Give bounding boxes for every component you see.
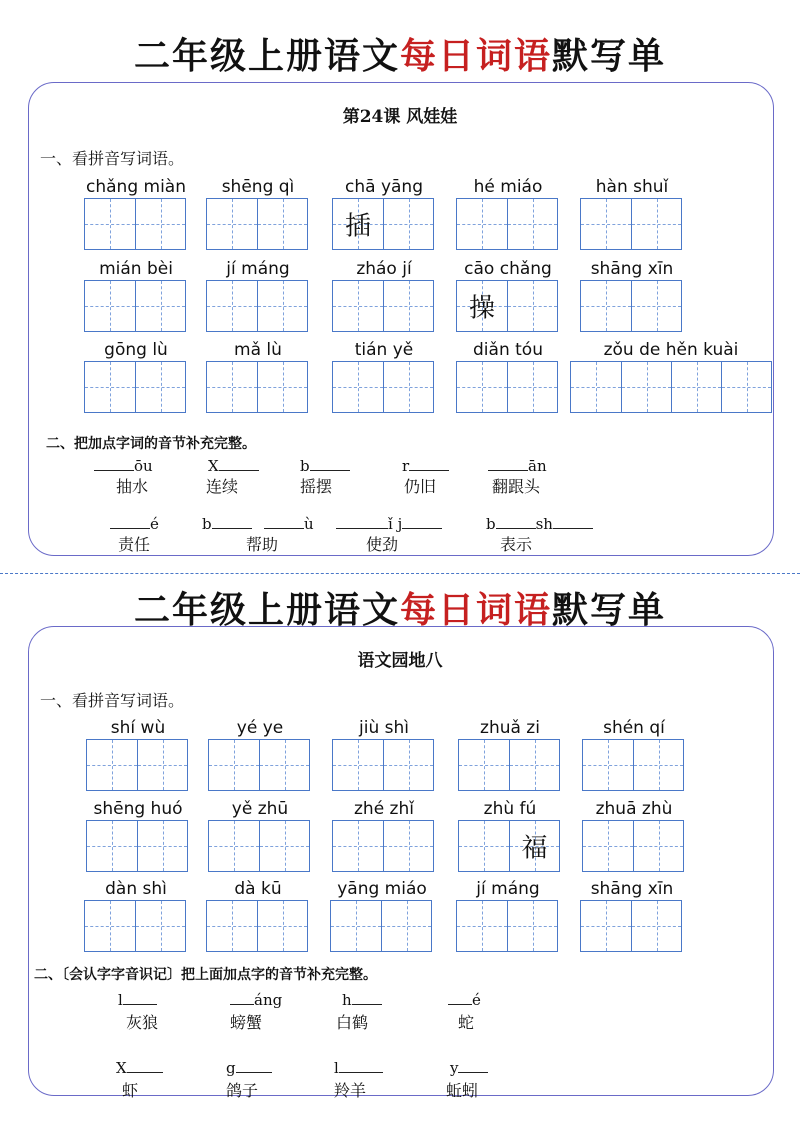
vocab-word: 螃蟹 [230,1013,263,1032]
vocab-word: 虾 [122,1081,139,1100]
writing-grid[interactable] [580,280,682,332]
vocab-word: 灰狼 [126,1013,159,1032]
vocab-word: 使劲 [366,535,399,554]
writing-grid[interactable] [456,361,558,413]
pinyin-prompt: dà kū [234,879,282,899]
pinyin-prompt: tián yě [354,340,414,360]
writing-grid[interactable] [456,280,558,332]
pinyin-prompt: shēng qì [221,177,295,197]
pinyin-prompt: hàn shuǐ [595,177,669,197]
vocab-word: 责任 [118,535,151,554]
writing-grid[interactable] [208,739,310,791]
section-heading: 二、把加点字词的音节补充完整。 [46,436,256,452]
writing-grid[interactable] [206,280,308,332]
pinyin-prompt: hé miáo [473,177,543,197]
writing-grid[interactable] [456,900,558,952]
syllable-blank[interactable]: g [226,1058,272,1077]
pinyin-prompt: jí máng [226,259,290,279]
lesson-title: 语文园地八 [357,651,443,671]
writing-grid[interactable] [86,820,188,872]
writing-grid[interactable] [456,198,558,250]
syllable-blank[interactable]: b [202,514,252,533]
pinyin-prompt: cāo chǎng [464,259,552,279]
vocab-word: 帮助 [246,535,279,554]
syllable-blank[interactable]: é [448,990,481,1009]
lesson-title: 第24课 风娃娃 [342,107,458,127]
pinyin-prompt: yé ye [236,718,284,738]
writing-grid[interactable] [332,820,434,872]
pinyin-prompt: zhuǎ zi [480,718,540,738]
pinyin-prompt: dàn shì [105,879,167,899]
writing-grid[interactable] [206,900,308,952]
section-heading: 一、看拼音写词语。 [40,149,185,168]
pinyin-prompt: mián bèi [99,259,173,279]
prefilled-character: 插 [344,211,371,242]
pinyin-prompt: zhuā zhù [595,799,673,819]
syllable-blank[interactable]: é [110,514,159,533]
syllable-blank[interactable]: ù [264,514,314,533]
syllable-blank[interactable]: r [402,456,449,475]
page-title: 二年级上册语文每日词语默写单 [133,589,667,631]
syllable-blank[interactable]: ǐ j [336,514,442,533]
writing-grid[interactable] [208,820,310,872]
vocab-word: 白鹤 [336,1013,369,1032]
vocab-word: 蛇 [458,1013,475,1032]
syllable-blank[interactable]: h [342,990,382,1009]
vocab-word: 羚羊 [334,1081,367,1100]
writing-grid[interactable] [582,820,684,872]
vocab-word: 翻跟头 [492,477,541,496]
pinyin-prompt: shāng xīn [590,879,674,899]
writing-grid[interactable] [458,739,560,791]
pinyin-prompt: jiù shì [359,718,409,738]
writing-grid[interactable] [84,900,186,952]
vocab-word: 连续 [206,477,239,496]
vocab-word: 抽水 [116,477,149,496]
syllable-blank[interactable]: l [118,990,157,1009]
cut-line [0,573,800,574]
writing-grid[interactable] [330,900,432,952]
writing-grid[interactable] [84,280,186,332]
writing-grid[interactable] [582,739,684,791]
writing-grid[interactable] [570,361,772,413]
vocab-word: 蚯蚓 [446,1081,479,1100]
writing-grid[interactable] [206,198,308,250]
syllable-blank[interactable]: ōu [94,456,153,475]
pinyin-prompt: diǎn tóu [473,340,543,360]
pinyin-prompt: mǎ lù [234,340,282,360]
pinyin-prompt: zhù fú [483,799,537,819]
page-title: 二年级上册语文每日词语默写单 [133,35,667,77]
vocab-word: 仍旧 [404,477,437,496]
writing-grid[interactable] [84,361,186,413]
pinyin-prompt: zháo jí [356,259,412,279]
syllable-blank[interactable]: ān [488,456,547,475]
writing-grid[interactable] [86,739,188,791]
pinyin-prompt: zhé zhǐ [354,799,414,819]
pinyin-prompt: shí wù [110,718,166,738]
writing-grid[interactable] [580,198,682,250]
syllable-blank[interactable]: y [450,1058,488,1077]
writing-grid[interactable] [332,280,434,332]
pinyin-prompt: chā yāng [345,177,423,197]
writing-grid[interactable] [580,900,682,952]
prefilled-character: 福 [521,833,548,864]
writing-grid[interactable] [332,739,434,791]
syllable-blank[interactable]: b sh [486,514,593,533]
syllable-blank[interactable]: l [334,1058,383,1077]
pinyin-prompt: gōng lù [104,340,168,360]
pinyin-prompt: yě zhū [231,799,289,819]
prefilled-character: 操 [468,293,495,324]
section-heading: 二、〔会认字字音识记〕把上面加点字的音节补充完整。 [34,967,377,983]
pinyin-prompt: shāng xīn [590,259,674,279]
vocab-word: 表示 [500,535,533,554]
syllable-blank[interactable]: áng [230,990,282,1009]
vocab-word: 鸽子 [226,1081,259,1100]
writing-grid[interactable] [332,198,434,250]
pinyin-prompt: shēng huó [93,799,183,819]
writing-grid[interactable] [206,361,308,413]
writing-grid[interactable] [458,820,560,872]
writing-grid[interactable] [332,361,434,413]
pinyin-prompt: chǎng miàn [86,177,186,197]
syllable-blank[interactable]: X [116,1058,163,1077]
pinyin-prompt: yāng miáo [337,879,427,899]
syllable-blank[interactable]: X [208,456,259,475]
syllable-blank[interactable]: b [300,456,350,475]
writing-grid[interactable] [84,198,186,250]
section-heading: 一、看拼音写词语。 [40,691,185,710]
pinyin-prompt: zǒu de hěn kuài [603,340,739,360]
pinyin-prompt: shén qí [603,718,665,738]
pinyin-prompt: jí máng [476,879,540,899]
vocab-word: 摇摆 [300,477,333,496]
